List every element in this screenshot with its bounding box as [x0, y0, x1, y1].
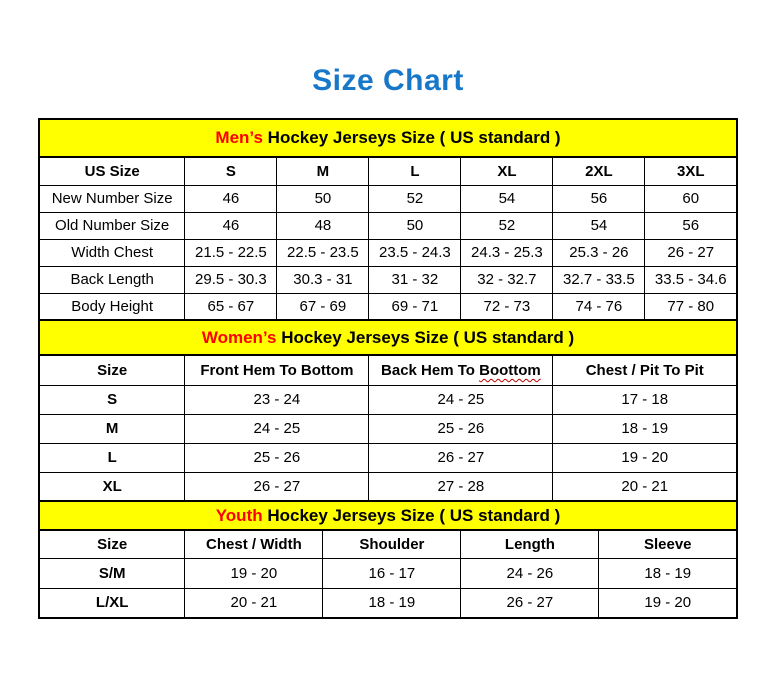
- table-row: [39, 558, 737, 588]
- cell: 74 - 76: [553, 293, 645, 320]
- section-title: Men’s Hockey Jerseys Size ( US standard ): [39, 119, 737, 157]
- cell: 18 - 19: [599, 558, 737, 588]
- table-row: [39, 212, 737, 239]
- cell: 50: [277, 185, 369, 212]
- row-label: S: [39, 385, 185, 414]
- cell: 33.5 - 34.6: [645, 266, 737, 293]
- cell: 24.3 - 25.3: [461, 239, 553, 266]
- cell: 29.5 - 30.3: [185, 266, 277, 293]
- row-label: Old Number Size: [39, 212, 185, 239]
- column-header: S: [185, 157, 277, 185]
- table-row: [39, 414, 737, 443]
- row-label: L: [39, 443, 185, 472]
- row-label: Body Height: [39, 293, 185, 320]
- column-header: US Size: [39, 157, 185, 185]
- cell: 32 - 32.7: [461, 266, 553, 293]
- cell: 23.5 - 24.3: [369, 239, 461, 266]
- column-header: XL: [461, 157, 553, 185]
- cell: 67 - 69: [277, 293, 369, 320]
- size-chart-table: [38, 118, 738, 619]
- cell: 25.3 - 26: [553, 239, 645, 266]
- column-header: Size: [39, 355, 185, 385]
- column-header-row: [39, 530, 737, 558]
- cell: 60: [645, 185, 737, 212]
- cell: 23 - 24: [185, 385, 369, 414]
- table-row: [39, 385, 737, 414]
- column-header: Shoulder: [323, 530, 461, 558]
- column-header: L: [369, 157, 461, 185]
- cell: 26 - 27: [461, 588, 599, 618]
- column-header: Sleeve: [599, 530, 737, 558]
- row-label: L/XL: [39, 588, 185, 618]
- section-header-row: [39, 501, 737, 530]
- cell: 54: [553, 212, 645, 239]
- misspelled-word: Boottom: [479, 361, 541, 379]
- column-header-row: [39, 355, 737, 385]
- table-row: [39, 472, 737, 501]
- column-header: Size: [39, 530, 185, 558]
- cell: 21.5 - 22.5: [185, 239, 277, 266]
- section-title-highlight: Men’s: [215, 128, 263, 147]
- column-header: Length: [461, 530, 599, 558]
- row-label: Back Length: [39, 266, 185, 293]
- cell: 20 - 21: [553, 472, 737, 501]
- column-header-row: [39, 157, 737, 185]
- cell: 24 - 26: [461, 558, 599, 588]
- column-header: Front Hem To Bottom: [185, 355, 369, 385]
- cell: 69 - 71: [369, 293, 461, 320]
- row-label: M: [39, 414, 185, 443]
- section-title-highlight: Youth: [215, 505, 263, 525]
- cell: 26 - 27: [185, 472, 369, 501]
- cell: 18 - 19: [553, 414, 737, 443]
- cell: 31 - 32: [369, 266, 461, 293]
- cell: 65 - 67: [185, 293, 277, 320]
- column-header: 3XL: [645, 157, 737, 185]
- cell: 56: [553, 185, 645, 212]
- row-label: S/M: [39, 558, 185, 588]
- column-header: Chest / Pit To Pit: [553, 355, 737, 385]
- cell: 46: [185, 185, 277, 212]
- cell: 72 - 73: [461, 293, 553, 320]
- cell: 77 - 80: [645, 293, 737, 320]
- row-label: Width Chest: [39, 239, 185, 266]
- section-title: Women’s Hockey Jerseys Size ( US standard ): [39, 320, 737, 355]
- table-row: [39, 443, 737, 472]
- cell: 25 - 26: [185, 443, 369, 472]
- cell: 48: [277, 212, 369, 239]
- size-chart-body: [39, 119, 737, 618]
- section-header-row: [39, 119, 737, 157]
- cell: 26 - 27: [369, 443, 553, 472]
- cell: 24 - 25: [185, 414, 369, 443]
- cell: 46: [185, 212, 277, 239]
- row-label: XL: [39, 472, 185, 501]
- cell: 27 - 28: [369, 472, 553, 501]
- table-row: [39, 266, 737, 293]
- cell: 19 - 20: [185, 558, 323, 588]
- page-title: Size Chart: [312, 64, 464, 97]
- cell: 18 - 19: [323, 588, 461, 618]
- cell: 30.3 - 31: [277, 266, 369, 293]
- section-header-row: [39, 320, 737, 355]
- table-row: [39, 185, 737, 212]
- cell: 32.7 - 33.5: [553, 266, 645, 293]
- column-header: Chest / Width: [185, 530, 323, 558]
- cell: 56: [645, 212, 737, 239]
- cell: 17 - 18: [553, 385, 737, 414]
- cell: 50: [369, 212, 461, 239]
- cell: 24 - 25: [369, 385, 553, 414]
- cell: 19 - 20: [599, 588, 737, 618]
- column-header: 2XL: [553, 157, 645, 185]
- table-row: [39, 239, 737, 266]
- table-row: [39, 293, 737, 320]
- cell: 26 - 27: [645, 239, 737, 266]
- row-label: New Number Size: [39, 185, 185, 212]
- cell: 20 - 21: [185, 588, 323, 618]
- column-header: Back Hem To Boottom: [369, 355, 553, 385]
- column-header: M: [277, 157, 369, 185]
- cell: 19 - 20: [553, 443, 737, 472]
- cell: 52: [461, 212, 553, 239]
- section-title: Youth Hockey Jerseys Size ( US standard ): [39, 501, 737, 530]
- cell: 52: [369, 185, 461, 212]
- cell: 22.5 - 23.5: [277, 239, 369, 266]
- cell: 54: [461, 185, 553, 212]
- table-row: [39, 588, 737, 618]
- section-title-highlight: Women’s: [201, 327, 277, 347]
- cell: 25 - 26: [369, 414, 553, 443]
- cell: 16 - 17: [323, 558, 461, 588]
